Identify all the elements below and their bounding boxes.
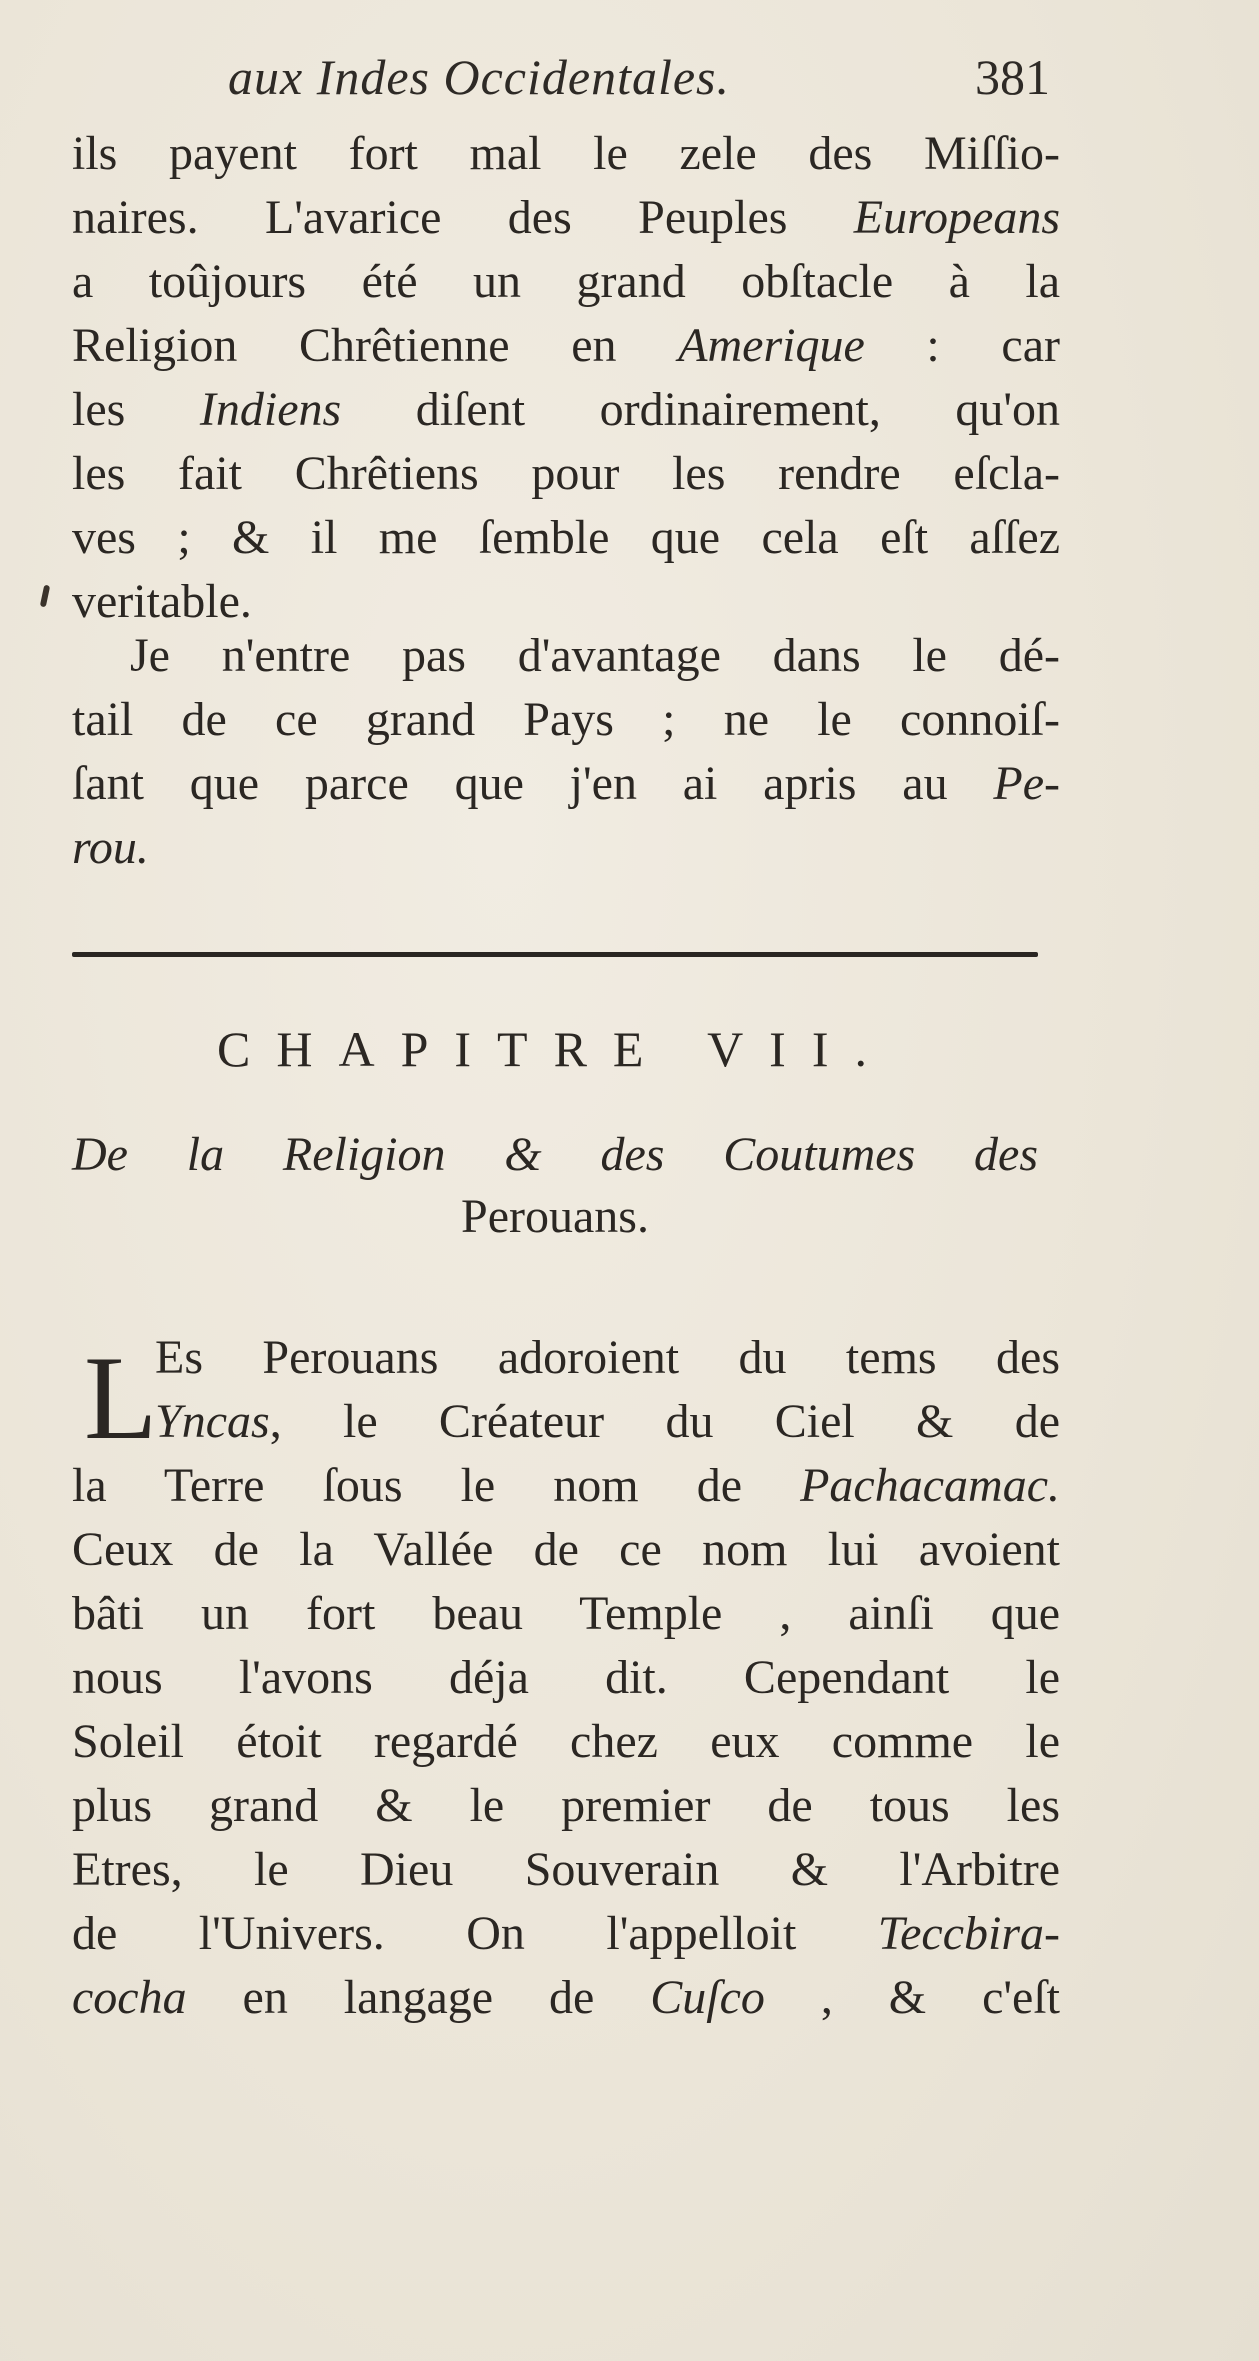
text-line [72,1902,1060,1966]
text-line [72,1710,1060,1774]
text-run: diſent ordinairement, qu'on [341,383,1061,436]
text-run: , & c'eſt [764,1971,1061,2024]
ink-mark [40,585,50,608]
italic-text: Pachacamac. [800,1459,1060,1512]
text-line [72,816,1060,880]
chapter-heading: CHAPITRE VII. [217,1021,893,1077]
text-run: Soleil étoit regardé chez eux comme le [72,1715,1060,1768]
italic-text: Pe- [993,757,1060,810]
text-run: a toûjours été un grand obſtacle à la [72,255,1060,308]
text-run: en langage de [186,1971,651,2024]
italic-text: cocha [72,1971,187,2024]
text-line [72,1454,1060,1518]
text-run: veritable. [72,575,252,628]
text-run: Ceux de la Vallée de ce nom lui avoient [72,1523,1060,1576]
text-run: la Terre ſous le nom de [72,1459,801,1512]
text-line [72,1518,1060,1582]
chapter-subtitle-line-1: De la Religion & des Coutumes des [72,1128,1038,1181]
text-line [155,1390,1060,1454]
text-line [72,1646,1060,1710]
italic-text: Indiens [199,383,342,436]
text-line [72,688,1060,752]
text-run: de l'Univers. On l'appelloit [72,1907,878,1960]
text-run: nous l'avons déja dit. Cependant le [72,1651,1060,1704]
text-line [72,752,1060,816]
text-line [72,250,1060,314]
drop-cap: L [84,1331,158,1464]
running-title: aux Indes Occidentales. [228,49,731,105]
italic-text: rou. [72,821,149,874]
text-run: Es Perouans adoroient du tems des [155,1331,1060,1384]
text-run: les fait Chrêtiens pour les rendre eſcla- [72,447,1060,500]
paragraph-3-opening [155,1326,1060,1454]
text-run: : car [864,319,1061,372]
italic-text: Teccbira- [877,1907,1060,1960]
text-line [72,624,1060,688]
text-line [72,186,1060,250]
text-run: ſant que parce que j'en ai apris au [72,757,994,810]
italic-text: Europeans [853,191,1060,244]
text-line [72,122,1060,186]
section-rule [72,952,1038,957]
text-run: ves ; & il me ſemble que cela eſt aſſez [72,511,1060,564]
page-header [70,48,1050,128]
text-line [72,1774,1060,1838]
text-line [72,442,1060,506]
chapter-subtitle-line-2: Perouans. [461,1190,649,1243]
text-run: les [72,383,200,436]
text-run: Etres, le Dieu Souverain & l'Arbitre [72,1843,1060,1896]
text-line [72,1966,1060,2030]
text-run: tail de ce grand Pays ; ne le connoiſ- [72,693,1060,746]
text-line [72,506,1060,570]
text-run: ils payent fort mal le zele des Miſſio- [72,127,1060,180]
text-run: Je n'entre pas d'avantage dans le dé- [130,629,1060,682]
text-run: plus grand & le premier de tous les [72,1779,1060,1832]
text-line [72,1838,1060,1902]
text-run: bâti un fort beau Temple , ainſi que [72,1587,1060,1640]
page-number: 381 [975,49,1050,105]
italic-text: Yncas [155,1395,270,1448]
text-line [72,1582,1060,1646]
text-line [72,314,1060,378]
text-run: Religion Chrêtienne en [72,319,679,372]
italic-text: Cuſco [650,1971,765,2024]
paragraph-1 [72,122,1060,634]
italic-text: Amerique [678,319,865,372]
text-line [72,378,1060,442]
paragraph-2 [72,624,1060,880]
chapter-subtitle [72,1124,1038,1248]
text-line [155,1326,1060,1390]
paragraph-3 [72,1454,1060,2030]
text-run: , le Créateur du Ciel & de [269,1395,1060,1448]
text-run: naires. L'avarice des Peuples [72,191,854,244]
